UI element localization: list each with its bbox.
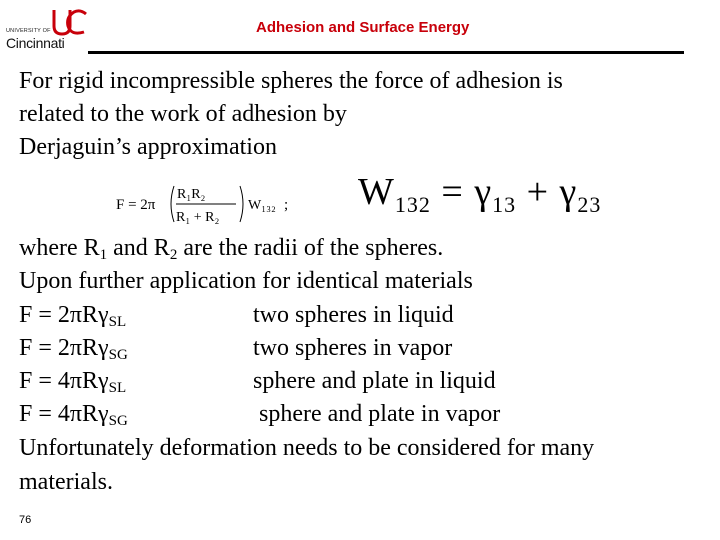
case-description: sphere and plate in liquid	[253, 368, 496, 394]
further-line: Upon further application for identical materials	[19, 268, 473, 294]
case-formula: F = 4πRγ	[19, 368, 109, 394]
derjaguin-formula	[116, 176, 296, 232]
case-description: sphere and plate in vapor	[253, 401, 501, 427]
formula-work: W₁₃₂	[248, 198, 276, 213]
gamma-23-subscript: 23	[577, 192, 602, 217]
page-number: 76	[19, 514, 32, 526]
w-symbol: W	[358, 171, 395, 213]
case-subscript: SL	[108, 380, 127, 396]
w-subscript: 132	[394, 192, 431, 217]
radii-text-c: are the radii of the spheres.	[177, 235, 444, 261]
formula-numerator: R₁R₂	[177, 187, 206, 202]
formula-lhs: F = 2π	[116, 197, 156, 213]
university-logo	[6, 8, 86, 50]
case-description: two spheres in vapor	[253, 335, 453, 361]
logo-cincinnati: Cincinnati	[6, 35, 65, 51]
radii-sub-2: 2	[169, 247, 178, 263]
case-row	[19, 365, 496, 398]
intro-line-2: related to the work of adhesion by	[19, 101, 347, 127]
radii-sub-1: 1	[99, 247, 108, 263]
plus-sign: +	[516, 171, 560, 213]
formula-denominator: R₁ + R₂	[176, 210, 220, 225]
case-description: two spheres in liquid	[253, 302, 454, 328]
logo-university-of: UNIVERSITY OF	[6, 28, 51, 34]
gamma-13-subscript: 13	[492, 192, 517, 217]
intro-line-1: For rigid incompressible spheres the force of adhesion is	[19, 68, 563, 94]
intro-line-3: Derjaguin’s approximation	[19, 134, 277, 160]
case-subscript: SG	[108, 413, 128, 429]
deformation-line-1: Unfortunately deformation needs to be considered for many	[19, 435, 595, 461]
uc-monogram-icon	[50, 8, 90, 38]
case-formula: F = 4πRγ	[19, 401, 109, 427]
slide-title: Adhesion and Surface Energy	[256, 19, 470, 36]
deformation-line-2: materials.	[19, 469, 113, 495]
formula-end: ;	[284, 197, 289, 213]
case-subscript: SG	[108, 347, 128, 363]
case-formula: F = 2πRγ	[19, 302, 109, 328]
radii-line	[19, 232, 443, 265]
equals-sign: =	[430, 171, 475, 213]
case-row	[19, 299, 454, 332]
radii-text-a: where R	[19, 235, 100, 261]
case-formula: F = 2πRγ	[19, 335, 109, 361]
case-row	[19, 398, 501, 431]
header-divider	[88, 51, 684, 54]
work-of-adhesion-formula	[358, 170, 602, 217]
radii-text-b: and R	[107, 235, 170, 261]
case-subscript: SL	[108, 314, 127, 330]
gamma-23-symbol: γ	[559, 171, 578, 213]
case-row	[19, 332, 453, 365]
gamma-13-symbol: γ	[474, 171, 493, 213]
